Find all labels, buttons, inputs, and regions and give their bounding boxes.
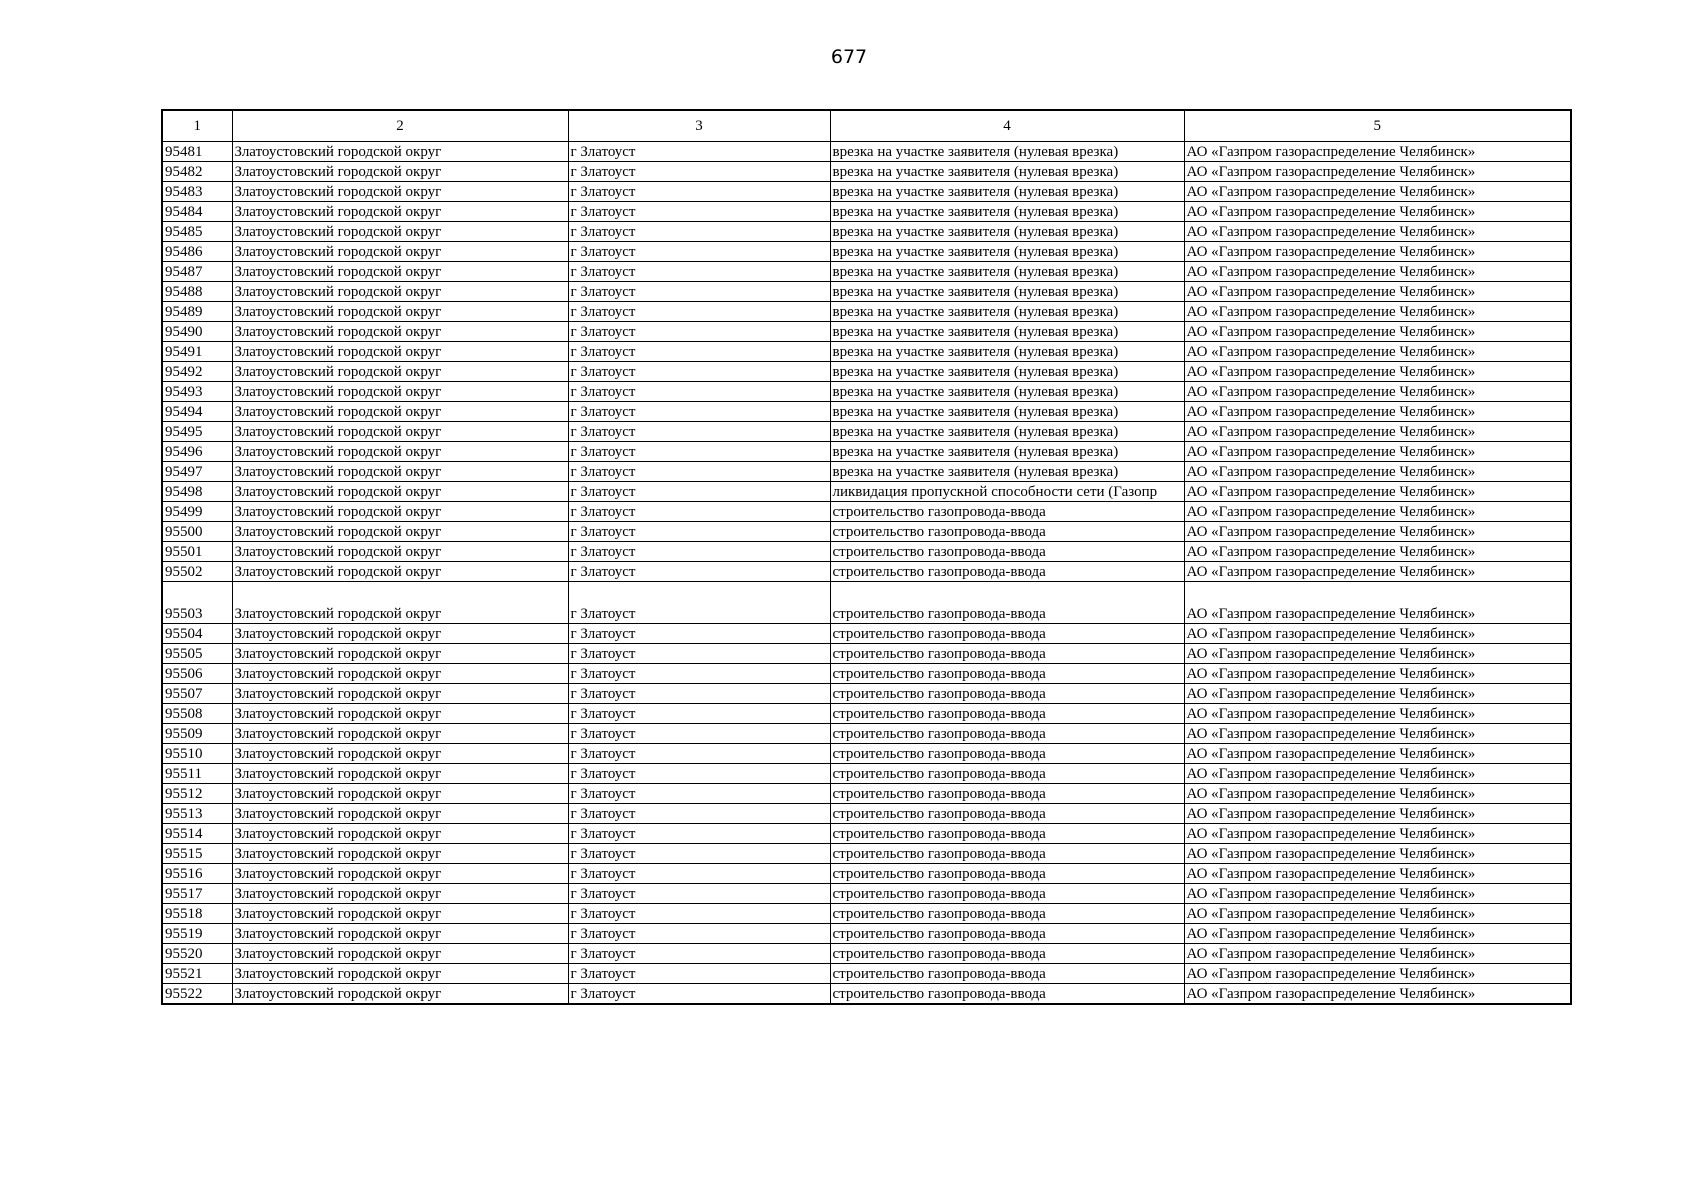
table-row — [162, 242, 1571, 262]
table-row — [162, 644, 1571, 664]
cell-district: Златоустовский городской округ — [232, 302, 568, 322]
cell-organization: АО «Газпром газораспределение Челябинск» — [1184, 542, 1571, 562]
cell-organization: АО «Газпром газораспределение Челябинск» — [1184, 562, 1571, 582]
cell-number: 95489 — [162, 302, 232, 322]
cell-organization: АО «Газпром газораспределение Челябинск» — [1184, 704, 1571, 724]
header-row — [162, 110, 1571, 142]
cell-work-type: врезка на участке заявителя (нулевая врезка) — [830, 442, 1184, 462]
cell-work-type: врезка на участке заявителя (нулевая врезка) — [830, 322, 1184, 342]
cell-organization: АО «Газпром газораспределение Челябинск» — [1184, 322, 1571, 342]
cell-organization: АО «Газпром газораспределение Челябинск» — [1184, 924, 1571, 944]
cell-organization: АО «Газпром газораспределение Челябинск» — [1184, 844, 1571, 864]
table-row — [162, 442, 1571, 462]
table-row — [162, 222, 1571, 242]
cell-work-type: строительство газопровода-ввода — [830, 884, 1184, 904]
table-row — [162, 904, 1571, 924]
cell-organization: АО «Газпром газораспределение Челябинск» — [1184, 302, 1571, 322]
cell-settlement: г Златоуст — [568, 182, 830, 202]
cell-organization: АО «Газпром газораспределение Челябинск» — [1184, 624, 1571, 644]
cell-work-type: врезка на участке заявителя (нулевая врезка) — [830, 402, 1184, 422]
cell-district: Златоустовский городской округ — [232, 582, 568, 624]
column-header-4: 4 — [830, 110, 1184, 142]
column-header-5: 5 — [1184, 110, 1571, 142]
cell-district: Златоустовский городской округ — [232, 182, 568, 202]
cell-number: 95493 — [162, 382, 232, 402]
cell-district: Златоустовский городской округ — [232, 764, 568, 784]
cell-district: Златоустовский городской округ — [232, 282, 568, 302]
cell-district: Златоустовский городской округ — [232, 644, 568, 664]
cell-settlement: г Златоуст — [568, 362, 830, 382]
table-row — [162, 362, 1571, 382]
cell-settlement: г Златоуст — [568, 402, 830, 422]
cell-work-type: строительство газопровода-ввода — [830, 864, 1184, 884]
cell-settlement: г Златоуст — [568, 944, 830, 964]
cell-district: Златоустовский городской округ — [232, 322, 568, 342]
cell-work-type: врезка на участке заявителя (нулевая врезка) — [830, 282, 1184, 302]
cell-number: 95496 — [162, 442, 232, 462]
cell-district: Златоустовский городской округ — [232, 864, 568, 884]
table-row — [162, 924, 1571, 944]
cell-settlement: г Златоуст — [568, 784, 830, 804]
table-row — [162, 542, 1571, 562]
cell-organization: АО «Газпром газораспределение Челябинск» — [1184, 362, 1571, 382]
table-row — [162, 462, 1571, 482]
cell-settlement: г Златоуст — [568, 202, 830, 222]
cell-settlement: г Златоуст — [568, 482, 830, 502]
column-header-3: 3 — [568, 110, 830, 142]
table-row — [162, 944, 1571, 964]
cell-organization: АО «Газпром газораспределение Челябинск» — [1184, 804, 1571, 824]
cell-work-type: строительство газопровода-ввода — [830, 724, 1184, 744]
cell-settlement: г Златоуст — [568, 684, 830, 704]
cell-district: Златоустовский городской округ — [232, 924, 568, 944]
cell-number: 95519 — [162, 924, 232, 944]
cell-work-type: строительство газопровода-ввода — [830, 944, 1184, 964]
cell-organization: АО «Газпром газораспределение Челябинск» — [1184, 242, 1571, 262]
cell-number: 95484 — [162, 202, 232, 222]
cell-district: Златоустовский городской округ — [232, 462, 568, 482]
cell-organization: АО «Газпром газораспределение Челябинск» — [1184, 282, 1571, 302]
cell-number: 95508 — [162, 704, 232, 724]
table-row — [162, 824, 1571, 844]
cell-work-type: врезка на участке заявителя (нулевая врезка) — [830, 462, 1184, 482]
cell-work-type: врезка на участке заявителя (нулевая врезка) — [830, 262, 1184, 282]
table-row — [162, 844, 1571, 864]
table-row — [162, 402, 1571, 422]
cell-work-type: строительство газопровода-ввода — [830, 924, 1184, 944]
cell-organization: АО «Газпром газораспределение Челябинск» — [1184, 964, 1571, 984]
cell-number: 95518 — [162, 904, 232, 924]
cell-work-type: строительство газопровода-ввода — [830, 784, 1184, 804]
cell-organization: АО «Газпром газораспределение Челябинск» — [1184, 382, 1571, 402]
table-row — [162, 322, 1571, 342]
table-row — [162, 704, 1571, 724]
table-body — [162, 142, 1571, 1005]
cell-organization: АО «Газпром газораспределение Челябинск» — [1184, 664, 1571, 684]
table-row — [162, 502, 1571, 522]
cell-organization: АО «Газпром газораспределение Челябинск» — [1184, 582, 1571, 624]
cell-number: 95511 — [162, 764, 232, 784]
cell-number: 95514 — [162, 824, 232, 844]
table-row — [162, 142, 1571, 162]
cell-number: 95509 — [162, 724, 232, 744]
page-number: 677 — [830, 46, 868, 68]
cell-number: 95521 — [162, 964, 232, 984]
cell-district: Златоустовский городской округ — [232, 704, 568, 724]
cell-settlement: г Златоуст — [568, 442, 830, 462]
table-row — [162, 864, 1571, 884]
cell-organization: АО «Газпром газораспределение Челябинск» — [1184, 162, 1571, 182]
cell-work-type: строительство газопровода-ввода — [830, 824, 1184, 844]
cell-work-type: строительство газопровода-ввода — [830, 964, 1184, 984]
cell-work-type: ликвидация пропускной способности сети (Газопр — [830, 482, 1184, 502]
cell-work-type: врезка на участке заявителя (нулевая врезка) — [830, 222, 1184, 242]
cell-district: Златоустовский городской округ — [232, 904, 568, 924]
cell-number: 95495 — [162, 422, 232, 442]
cell-district: Златоустовский городской округ — [232, 382, 568, 402]
cell-settlement: г Златоуст — [568, 744, 830, 764]
cell-settlement: г Златоуст — [568, 462, 830, 482]
cell-district: Златоустовский городской округ — [232, 242, 568, 262]
table-row — [162, 482, 1571, 502]
table-row — [162, 684, 1571, 704]
cell-organization: АО «Газпром газораспределение Челябинск» — [1184, 482, 1571, 502]
cell-work-type: врезка на участке заявителя (нулевая врезка) — [830, 302, 1184, 322]
cell-number: 95513 — [162, 804, 232, 824]
cell-work-type: врезка на участке заявителя (нулевая врезка) — [830, 162, 1184, 182]
cell-work-type: врезка на участке заявителя (нулевая врезка) — [830, 382, 1184, 402]
cell-number: 95516 — [162, 864, 232, 884]
table-row — [162, 522, 1571, 542]
cell-settlement: г Златоуст — [568, 542, 830, 562]
cell-settlement: г Златоуст — [568, 242, 830, 262]
cell-number: 95502 — [162, 562, 232, 582]
cell-settlement: г Златоуст — [568, 644, 830, 664]
cell-work-type: врезка на участке заявителя (нулевая врезка) — [830, 202, 1184, 222]
cell-work-type: врезка на участке заявителя (нулевая врезка) — [830, 242, 1184, 262]
table-row — [162, 724, 1571, 744]
cell-district: Златоустовский городской округ — [232, 824, 568, 844]
cell-work-type: строительство газопровода-ввода — [830, 582, 1184, 624]
cell-work-type: строительство газопровода-ввода — [830, 704, 1184, 724]
cell-district: Златоустовский городской округ — [232, 844, 568, 864]
cell-district: Златоустовский городской округ — [232, 562, 568, 582]
cell-number: 95485 — [162, 222, 232, 242]
cell-organization: АО «Газпром газораспределение Челябинск» — [1184, 724, 1571, 744]
cell-settlement: г Златоуст — [568, 764, 830, 784]
cell-district: Златоустовский городской округ — [232, 884, 568, 904]
cell-work-type: строительство газопровода-ввода — [830, 502, 1184, 522]
cell-organization: АО «Газпром газораспределение Челябинск» — [1184, 984, 1571, 1005]
cell-settlement: г Златоуст — [568, 522, 830, 542]
cell-number: 95506 — [162, 664, 232, 684]
cell-number: 95503 — [162, 582, 232, 624]
cell-work-type: строительство газопровода-ввода — [830, 644, 1184, 664]
cell-number: 95490 — [162, 322, 232, 342]
cell-organization: АО «Газпром газораспределение Челябинск» — [1184, 222, 1571, 242]
cell-district: Златоустовский городской округ — [232, 362, 568, 382]
cell-number: 95500 — [162, 522, 232, 542]
table-row — [162, 422, 1571, 442]
cell-district: Златоустовский городской округ — [232, 262, 568, 282]
cell-settlement: г Златоуст — [568, 724, 830, 744]
cell-work-type: врезка на участке заявителя (нулевая врезка) — [830, 422, 1184, 442]
cell-settlement: г Златоуст — [568, 664, 830, 684]
cell-organization: АО «Газпром газораспределение Челябинск» — [1184, 502, 1571, 522]
cell-organization: АО «Газпром газораспределение Челябинск» — [1184, 462, 1571, 482]
cell-work-type: строительство газопровода-ввода — [830, 562, 1184, 582]
data-table — [161, 109, 1572, 1005]
cell-district: Златоустовский городской округ — [232, 402, 568, 422]
cell-settlement: г Златоуст — [568, 302, 830, 322]
cell-work-type: врезка на участке заявителя (нулевая врезка) — [830, 182, 1184, 202]
cell-number: 95487 — [162, 262, 232, 282]
cell-district: Златоустовский городской округ — [232, 944, 568, 964]
cell-district: Златоустовский городской округ — [232, 964, 568, 984]
cell-number: 95488 — [162, 282, 232, 302]
cell-number: 95520 — [162, 944, 232, 964]
cell-organization: АО «Газпром газораспределение Челябинск» — [1184, 824, 1571, 844]
cell-organization: АО «Газпром газораспределение Челябинск» — [1184, 202, 1571, 222]
cell-work-type: строительство газопровода-ввода — [830, 984, 1184, 1005]
cell-work-type: строительство газопровода-ввода — [830, 804, 1184, 824]
cell-organization: АО «Газпром газораспределение Челябинск» — [1184, 884, 1571, 904]
cell-district: Златоустовский городской округ — [232, 422, 568, 442]
cell-organization: АО «Газпром газораспределение Челябинск» — [1184, 784, 1571, 804]
cell-settlement: г Златоуст — [568, 222, 830, 242]
table-row — [162, 202, 1571, 222]
cell-organization: АО «Газпром газораспределение Челябинск» — [1184, 764, 1571, 784]
cell-district: Златоустовский городской округ — [232, 664, 568, 684]
cell-organization: АО «Газпром газораспределение Челябинск» — [1184, 522, 1571, 542]
cell-settlement: г Златоуст — [568, 382, 830, 402]
cell-number: 95512 — [162, 784, 232, 804]
cell-number: 95497 — [162, 462, 232, 482]
table-row — [162, 664, 1571, 684]
cell-settlement: г Златоуст — [568, 804, 830, 824]
cell-number: 95504 — [162, 624, 232, 644]
cell-settlement: г Златоуст — [568, 162, 830, 182]
cell-number: 95494 — [162, 402, 232, 422]
cell-work-type: врезка на участке заявителя (нулевая врезка) — [830, 142, 1184, 162]
table-row — [162, 162, 1571, 182]
cell-number: 95481 — [162, 142, 232, 162]
cell-settlement: г Златоуст — [568, 502, 830, 522]
column-header-2: 2 — [232, 110, 568, 142]
cell-settlement: г Златоуст — [568, 884, 830, 904]
cell-settlement: г Златоуст — [568, 322, 830, 342]
cell-work-type: строительство газопровода-ввода — [830, 664, 1184, 684]
cell-organization: АО «Газпром газораспределение Челябинск» — [1184, 182, 1571, 202]
cell-organization: АО «Газпром газораспределение Челябинск» — [1184, 262, 1571, 282]
cell-number: 95505 — [162, 644, 232, 664]
column-header-1: 1 — [162, 110, 232, 142]
cell-district: Златоустовский городской округ — [232, 162, 568, 182]
cell-district: Златоустовский городской округ — [232, 684, 568, 704]
cell-organization: АО «Газпром газораспределение Челябинск» — [1184, 342, 1571, 362]
cell-settlement: г Златоуст — [568, 562, 830, 582]
cell-organization: АО «Газпром газораспределение Челябинск» — [1184, 944, 1571, 964]
cell-settlement: г Златоуст — [568, 262, 830, 282]
cell-organization: АО «Газпром газораспределение Челябинск» — [1184, 402, 1571, 422]
cell-work-type: врезка на участке заявителя (нулевая врезка) — [830, 362, 1184, 382]
table-row — [162, 984, 1571, 1005]
cell-work-type: строительство газопровода-ввода — [830, 624, 1184, 644]
table-row — [162, 282, 1571, 302]
cell-settlement: г Златоуст — [568, 844, 830, 864]
cell-number: 95491 — [162, 342, 232, 362]
cell-number: 95515 — [162, 844, 232, 864]
cell-district: Златоустовский городской округ — [232, 624, 568, 644]
cell-district: Златоустовский городской округ — [232, 522, 568, 542]
cell-settlement: г Златоуст — [568, 964, 830, 984]
table-row — [162, 624, 1571, 644]
cell-district: Златоустовский городской округ — [232, 202, 568, 222]
table-row — [162, 562, 1571, 582]
table-row — [162, 784, 1571, 804]
cell-organization: АО «Газпром газораспределение Челябинск» — [1184, 684, 1571, 704]
cell-settlement: г Златоуст — [568, 704, 830, 724]
cell-number: 95499 — [162, 502, 232, 522]
cell-number: 95517 — [162, 884, 232, 904]
cell-settlement: г Златоуст — [568, 824, 830, 844]
cell-organization: АО «Газпром газораспределение Челябинск» — [1184, 442, 1571, 462]
cell-work-type: строительство газопровода-ввода — [830, 844, 1184, 864]
cell-district: Златоустовский городской округ — [232, 984, 568, 1005]
cell-number: 95492 — [162, 362, 232, 382]
cell-settlement: г Златоуст — [568, 342, 830, 362]
table-row — [162, 964, 1571, 984]
table-row — [162, 302, 1571, 322]
cell-work-type: строительство газопровода-ввода — [830, 684, 1184, 704]
table-row — [162, 582, 1571, 624]
table-row — [162, 744, 1571, 764]
cell-district: Златоустовский городской округ — [232, 442, 568, 462]
cell-settlement: г Златоуст — [568, 984, 830, 1005]
cell-organization: АО «Газпром газораспределение Челябинск» — [1184, 142, 1571, 162]
cell-organization: АО «Газпром газораспределение Челябинск» — [1184, 422, 1571, 442]
table-row — [162, 342, 1571, 362]
cell-number: 95483 — [162, 182, 232, 202]
cell-organization: АО «Газпром газораспределение Челябинск» — [1184, 744, 1571, 764]
cell-number: 95510 — [162, 744, 232, 764]
cell-settlement: г Златоуст — [568, 864, 830, 884]
cell-work-type: строительство газопровода-ввода — [830, 904, 1184, 924]
cell-work-type: врезка на участке заявителя (нулевая врезка) — [830, 342, 1184, 362]
cell-settlement: г Златоуст — [568, 582, 830, 624]
cell-work-type: строительство газопровода-ввода — [830, 542, 1184, 562]
cell-work-type: строительство газопровода-ввода — [830, 764, 1184, 784]
cell-number: 95498 — [162, 482, 232, 502]
table-row — [162, 884, 1571, 904]
table-row — [162, 764, 1571, 784]
table-header — [162, 110, 1571, 142]
cell-district: Златоустовский городской округ — [232, 724, 568, 744]
cell-district: Златоустовский городской округ — [232, 502, 568, 522]
table-row — [162, 262, 1571, 282]
table-row — [162, 804, 1571, 824]
cell-number: 95486 — [162, 242, 232, 262]
table-row — [162, 382, 1571, 402]
cell-district: Златоустовский городской округ — [232, 222, 568, 242]
cell-district: Златоустовский городской округ — [232, 542, 568, 562]
cell-settlement: г Златоуст — [568, 142, 830, 162]
cell-number: 95501 — [162, 542, 232, 562]
cell-number: 95482 — [162, 162, 232, 182]
cell-organization: АО «Газпром газораспределение Челябинск» — [1184, 644, 1571, 664]
cell-district: Златоустовский городской округ — [232, 142, 568, 162]
cell-district: Златоустовский городской округ — [232, 784, 568, 804]
cell-settlement: г Златоуст — [568, 282, 830, 302]
table-row — [162, 182, 1571, 202]
cell-work-type: строительство газопровода-ввода — [830, 744, 1184, 764]
cell-settlement: г Златоуст — [568, 422, 830, 442]
cell-number: 95522 — [162, 984, 232, 1005]
cell-district: Златоустовский городской округ — [232, 744, 568, 764]
cell-district: Златоустовский городской округ — [232, 342, 568, 362]
cell-work-type: строительство газопровода-ввода — [830, 522, 1184, 542]
cell-number: 95507 — [162, 684, 232, 704]
cell-settlement: г Златоуст — [568, 924, 830, 944]
cell-organization: АО «Газпром газораспределение Челябинск» — [1184, 904, 1571, 924]
cell-district: Златоустовский городской округ — [232, 804, 568, 824]
cell-settlement: г Златоуст — [568, 624, 830, 644]
cell-settlement: г Златоуст — [568, 904, 830, 924]
cell-organization: АО «Газпром газораспределение Челябинск» — [1184, 864, 1571, 884]
cell-district: Златоустовский городской округ — [232, 482, 568, 502]
